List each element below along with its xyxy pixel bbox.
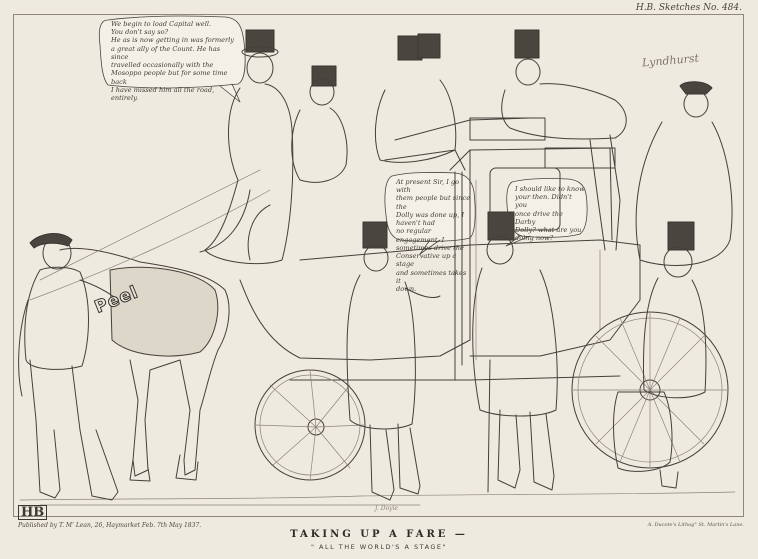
print-subtitle: " ALL THE WORLD'S A STAGE" [310, 543, 448, 551]
horse-blanket-label: Peel [91, 282, 142, 318]
speech-bubble-text-right: I should like to know your then. Didn't you once drive the Darby Dolly? what are you doing now? [515, 185, 585, 243]
printer-line: A. Ducote's Lithog° St. Martin's Lane. [647, 522, 744, 528]
speech-bubble-text-center: At present Sir, I go with them people but since the Dolly was done up, I haven't had no regular engagement. I sometimes drive the Conservative up a stage and sometimes takes it down. [396, 178, 471, 294]
groom-figure [19, 234, 118, 500]
artist-monogram: HB [18, 505, 47, 520]
seated-passenger [292, 66, 347, 182]
front-wheel [255, 370, 365, 480]
horse [30, 170, 270, 481]
print-title: TAKING UP A FARE — [290, 529, 468, 540]
speech-bubble-text-top-left: We begin to load Capital well. You don't say so? He as is now getting in was formerly a great ally of the Count. He has since travelled occasionally with the Mosoppo people but for some time back I have missed him all the road, entirely. [111, 20, 235, 103]
rear-wheel [572, 312, 728, 468]
series-number: H.B. Sketches No. 484. [635, 3, 742, 13]
artist-mark: J. Doyle [375, 505, 399, 512]
publisher-line: Published by T. M’ Lean, 26, Haymarket Feb. 7th May 1837. [18, 522, 202, 529]
back-view-figure [473, 212, 557, 492]
handwritten-signature: Lyndhurst [641, 51, 700, 70]
